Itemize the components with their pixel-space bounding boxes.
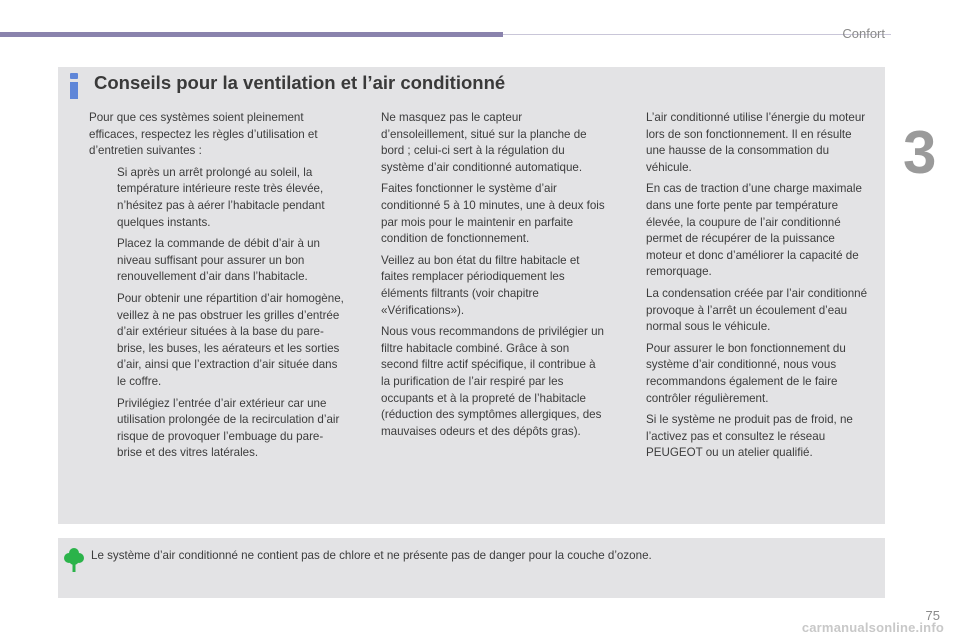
column-2 — [355, 110, 605, 445]
page-number: 75 — [925, 608, 940, 623]
list-item: Pour assurer le bon fonctionnement du système d’air conditionné, nous vous recommandons également de le faire contrôler régulièrement. — [646, 341, 846, 405]
eco-note-box — [58, 538, 885, 598]
column-3 — [620, 110, 870, 467]
list-item: L’air conditionné utilise l’énergie du moteur lors de son fonctionnement. Il en résulte une hausse de la consommation du véhicule. — [646, 111, 866, 174]
eco-note-text: Le système d’air conditionné ne contient pas de chlore et ne présente pas de danger pour la couche d’ozone. — [91, 549, 652, 562]
list-item: Veillez au bon état du filtre habitacle et faites remplacer périodiquement les éléments filtrants (voir chapitre «Vérifications»). — [381, 253, 580, 317]
header-accent-bar — [0, 32, 503, 37]
list-item-continuation: Nous vous recommandons de privilégier un filtre habitacle combiné. Grâce à son second filtre actif spécifique, il contribue à la purification de l’air respiré par les occupants et à la propreté de l’habitacle (réduction des symptômes allergiques, des mauvaises odeurs et des dépôts gras). — [381, 325, 604, 438]
column-1 — [89, 110, 345, 467]
intro-text: Pour que ces systèmes soient pleinement efficaces, respectez les règles d’utilisation et d’entretien suivantes : — [89, 111, 318, 158]
list-item-continuation: En cas de traction d’une charge maximale dans une forte pente par température élevée, la coupure de l’air conditionné permet de récupérer de la puissance moteur et donc d’améliorer la capacité de remorquage. — [646, 182, 862, 279]
header-rule — [503, 34, 891, 35]
chapter-number: 3 — [903, 119, 937, 186]
list-item: Privilégiez l’entrée d’air extérieur car une utilisation prolongée de la recirculation d’air risque de provoquer l’embuage du pare-brise et des vitres latérales. — [117, 396, 340, 460]
list-item-continuation: Placez la commande de débit d’air à un niveau suffisant pour assurer un bon renouvellement d’air dans l’habitacle. — [117, 237, 321, 284]
page-title: Conseils pour la ventilation et l’air conditionné — [94, 72, 506, 93]
eco-tree-icon — [64, 547, 84, 573]
list-item: Si après un arrêt prolongé au soleil, la température intérieure reste très élevée, n’hésitez pas à aérer l’habitacle pendant quelques instants. — [117, 165, 325, 229]
list-item: Faites fonctionner le système d’air conditionné 5 à 10 minutes, une à deux fois par mois pour le maintenir en parfaite condition de fonctionnement. — [381, 182, 605, 246]
section-name: Confort — [842, 26, 885, 41]
watermark: carmanualsonline.info — [801, 620, 944, 635]
list-item: Pour obtenir une répartition d’air homogène, veillez à ne pas obstruer les grilles d’entrée d’air extérieur situées à la base du pare-brise, les buses, les aérateurs et les sorties d’air, ainsi que l’extraction d’air située dans le coffre. — [117, 291, 344, 388]
list-item: Si le système ne produit pas de froid, ne l’activez pas et consultez le réseau PEUGEOT ou un atelier qualifié. — [646, 413, 853, 460]
list-item: Ne masquez pas le capteur d’ensoleillement, situé sur la planche de bord ; celui-ci sert à la régulation du système d’air conditionné automatique. — [381, 111, 587, 174]
info-icon — [67, 73, 81, 99]
list-item-continuation: La condensation créée par l’air conditionné provoque à l’arrêt un écoulement d’eau normal sous le véhicule. — [646, 286, 868, 334]
